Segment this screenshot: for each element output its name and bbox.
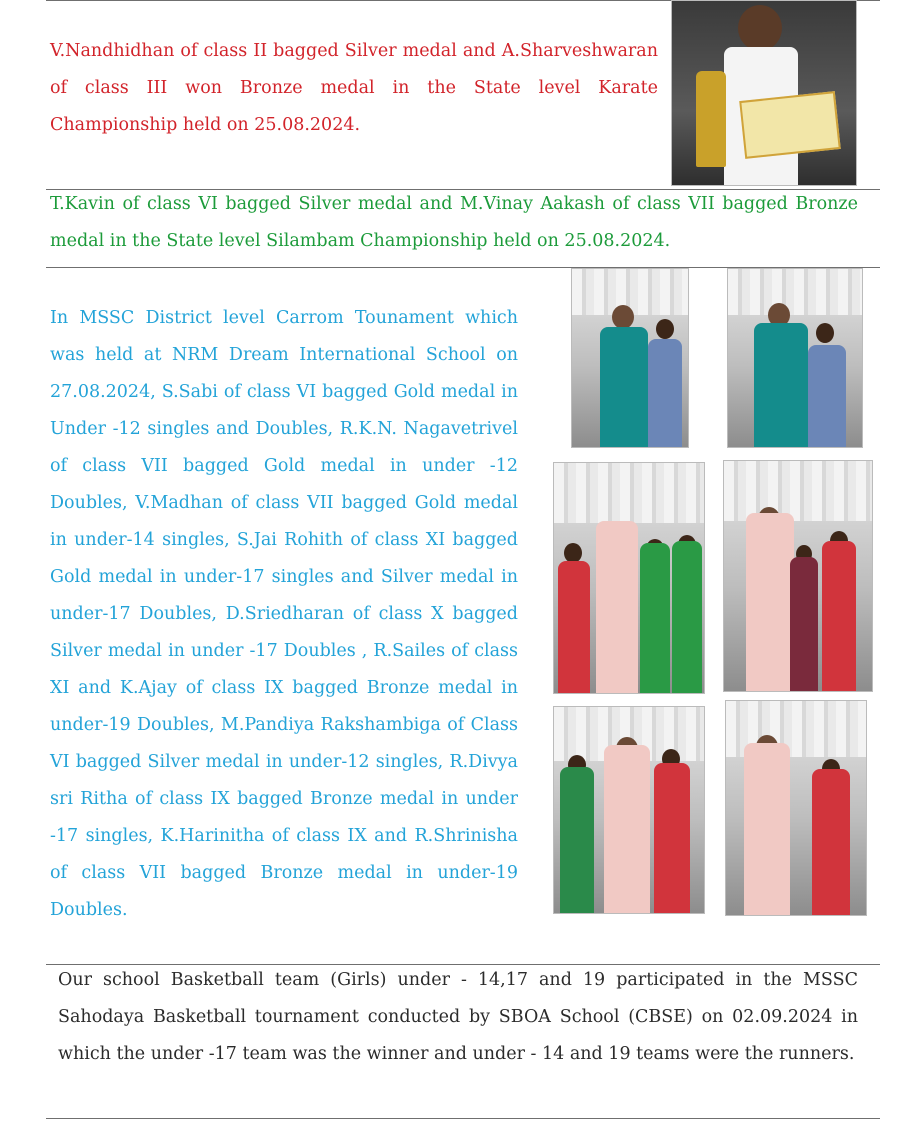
karate-achievement-text: V.Nandhidhan of class II bagged Silver medal and A.Sharveshwaran of class III won Bronze medal in the State level Karate Championship held on 25.08.2024. — [50, 41, 658, 135]
carrom-award-photo-3 — [553, 462, 705, 694]
karate-trophy-photo — [671, 0, 857, 186]
silambam-achievement-text: T.Kavin of class VI bagged Silver medal and M.Vinay Aakash of class VII bagged Bronze medal in the State level Silambam Championship held on 25.08.2024. — [50, 194, 858, 251]
carrom-award-photo-6 — [725, 700, 867, 916]
carrom-award-photo-2 — [727, 268, 863, 448]
carrom-award-photo-4 — [723, 460, 873, 692]
basketball-achievement-text: Our school Basketball team (Girls) under - 14,17 and 19 participated in the MSSC Sahodaya Basketball tournament conducted by SBOA School (CBSE) on 02.09.2024 in which the under -17 team was the winner and under - 14 and 19 teams were the runners. — [58, 970, 858, 1064]
basketball-bottom-divider — [46, 1118, 880, 1119]
carrom-award-photo-1 — [571, 268, 689, 448]
carrom-award-photo-5 — [553, 706, 705, 914]
carrom-achievement-text: In MSSC District level Carrom Tounament which was held at NRM Dream International School on 27.08.2024, S.Sabi of class VI bagged Gold medal in Under -12 singles and Doubles, R.K.N. Nagavetrivel of class VII bagged Gold medal in under -12 Doubles, V.Madhan of class VII bagged Gold medal in under-14 singles, S.Jai Rohith of class XI bagged Gold medal in under-17 singles and Silver medal in under-17 Doubles, D.Sriedharan of class X bagged Silver medal in under -17 Doubles , R.Sailes of class XI and K.Ajay of class IX bagged Bronze medal in under-19 Doubles, M.Pandiya Rakshambiga of Class VI bagged Silver medal in under-12 singles, R.Divya sri Ritha of class IX bagged Bronze medal in under -17 singles, K.Harinitha of class IX and R.Shrinisha of class VII bagged Bronze medal in under-19 Doubles. — [50, 308, 518, 920]
